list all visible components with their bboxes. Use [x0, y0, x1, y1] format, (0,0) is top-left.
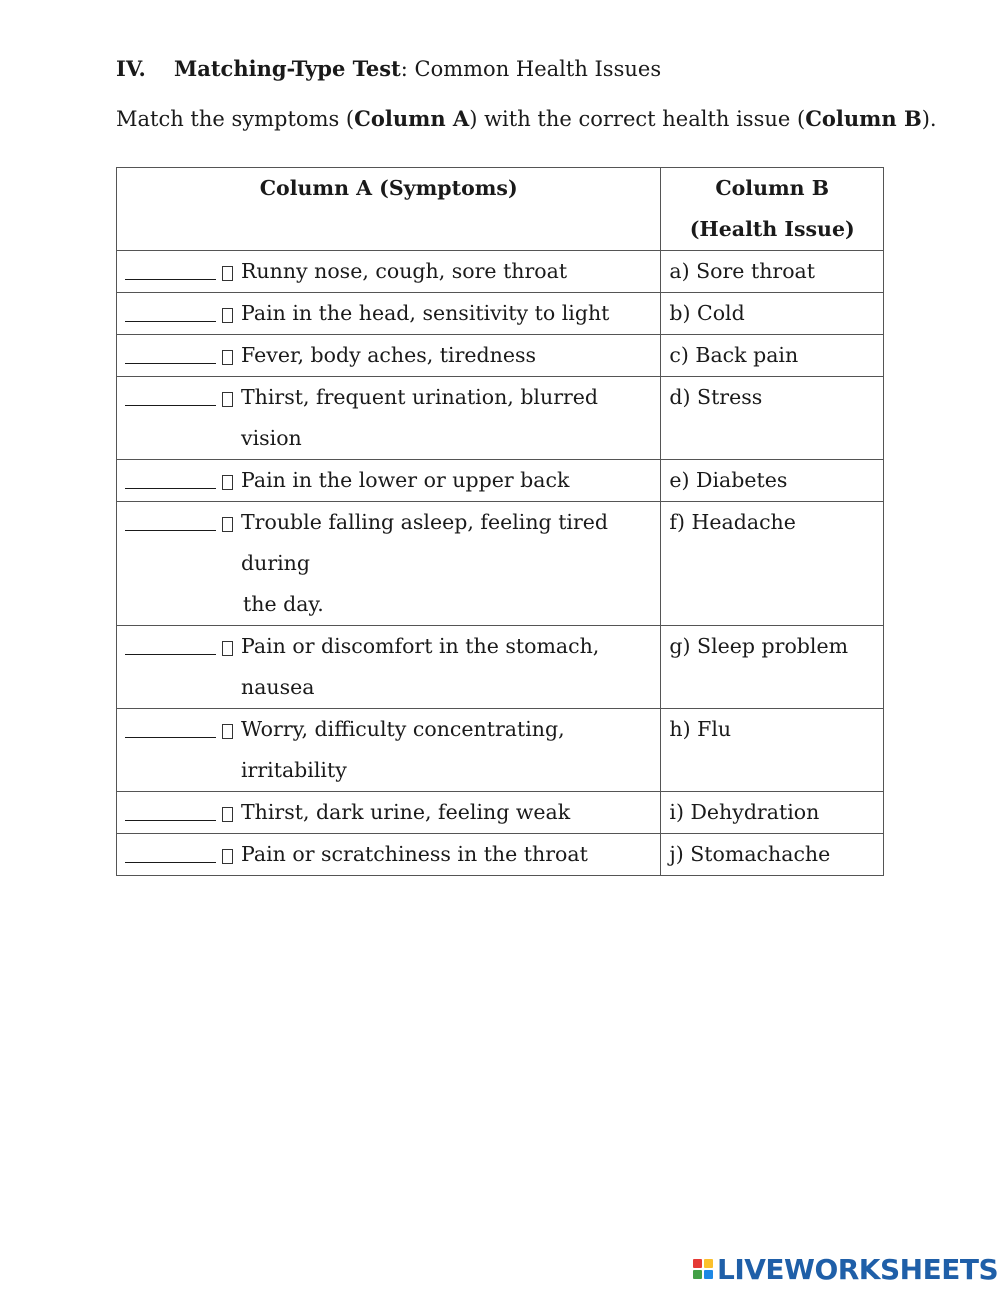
table-row — [117, 502, 884, 626]
liveworksheets-logo — [693, 1254, 998, 1284]
missing-glyph-icon — [222, 849, 233, 864]
health-issue-cell: g) Sleep problem — [661, 626, 884, 709]
table-body — [117, 251, 884, 876]
health-issue-cell: c) Back pain — [661, 335, 884, 377]
symptom-line — [125, 502, 652, 584]
logo-square — [704, 1259, 713, 1268]
symptom-cell — [117, 460, 661, 502]
missing-glyph-icon — [222, 308, 233, 323]
missing-glyph-icon — [222, 392, 233, 407]
symptom-text: Worry, difficulty concentrating, irritability — [241, 717, 565, 782]
health-issue-cell: b) Cold — [661, 293, 884, 335]
missing-glyph-icon — [222, 724, 233, 739]
health-issue-cell: a) Sore throat — [661, 251, 884, 293]
table-row — [117, 792, 884, 834]
logo-square — [693, 1270, 702, 1279]
instructions-text: ). — [921, 107, 937, 131]
symptom-line — [125, 460, 652, 501]
health-issue-cell: h) Flu — [661, 709, 884, 792]
symptom-text: Fever, body aches, tiredness — [241, 343, 537, 367]
missing-glyph-icon — [222, 350, 233, 365]
symptom-line — [125, 792, 652, 833]
health-issue-cell: j) Stomachache — [661, 834, 884, 876]
symptom-text: Pain in the lower or upper back — [241, 468, 570, 492]
table-row — [117, 626, 884, 709]
table-row — [117, 335, 884, 377]
symptom-text: Pain in the head, sensitivity to light — [241, 301, 610, 325]
symptom-cell — [117, 251, 661, 293]
instructions — [116, 106, 937, 132]
table-row — [117, 377, 884, 460]
answer-blank[interactable] — [125, 792, 216, 821]
symptom-line — [125, 834, 652, 875]
section-subtitle: : Common Health Issues — [400, 57, 662, 81]
table-row — [117, 709, 884, 792]
symptom-cell — [117, 293, 661, 335]
section-title: Matching-Type Test — [174, 56, 401, 81]
answer-blank[interactable] — [125, 251, 216, 280]
logo-square — [693, 1259, 702, 1268]
health-issue-cell: f) Headache — [661, 502, 884, 626]
symptom-text: Thirst, frequent urination, blurred vision — [241, 385, 599, 450]
section-heading — [116, 56, 661, 82]
instructions-text: Match the symptoms ( — [116, 107, 355, 131]
answer-blank[interactable] — [125, 502, 216, 531]
logo-mark-icon — [693, 1259, 713, 1279]
symptom-cell — [117, 834, 661, 876]
symptom-line — [125, 335, 652, 376]
health-issue-cell: d) Stress — [661, 377, 884, 460]
answer-blank[interactable] — [125, 377, 216, 406]
missing-glyph-icon — [222, 807, 233, 822]
symptom-cell — [117, 502, 661, 626]
health-issue-cell: e) Diabetes — [661, 460, 884, 502]
answer-blank[interactable] — [125, 709, 216, 738]
logo-square — [704, 1270, 713, 1279]
column-b-header: Column B (Health Issue) — [661, 168, 884, 251]
answer-blank[interactable] — [125, 834, 216, 863]
table-row — [117, 293, 884, 335]
symptom-text: Pain or discomfort in the stomach, nausea — [241, 634, 600, 699]
table-row — [117, 460, 884, 502]
answer-blank[interactable] — [125, 293, 216, 322]
symptom-cell — [117, 377, 661, 460]
answer-blank[interactable] — [125, 626, 216, 655]
table-row — [117, 834, 884, 876]
answer-blank[interactable] — [125, 460, 216, 489]
symptom-text: Trouble falling asleep, feeling tired during — [241, 510, 609, 575]
logo-text: LIVEWORKSHEETS — [717, 1252, 999, 1286]
missing-glyph-icon — [222, 475, 233, 490]
table-row — [117, 251, 884, 293]
symptom-line — [125, 377, 652, 459]
missing-glyph-icon — [222, 517, 233, 532]
symptom-text: Pain or scratchiness in the throat — [241, 842, 588, 866]
symptom-line — [125, 626, 652, 708]
table-header-row — [117, 168, 884, 251]
symptom-cell — [117, 335, 661, 377]
answer-blank[interactable] — [125, 335, 216, 364]
symptom-cell — [117, 626, 661, 709]
matching-table — [116, 167, 884, 876]
column-b-ref: Column B — [805, 106, 922, 131]
column-a-header: Column A (Symptoms) — [117, 168, 661, 251]
symptom-text: Thirst, dark urine, feeling weak — [241, 800, 571, 824]
symptom-line — [125, 251, 652, 292]
symptom-cell — [117, 709, 661, 792]
column-a-ref: Column A — [354, 106, 470, 131]
instructions-text: ) with the correct health issue ( — [469, 107, 806, 131]
missing-glyph-icon — [222, 641, 233, 656]
health-issue-cell: i) Dehydration — [661, 792, 884, 834]
symptom-line — [125, 709, 652, 791]
missing-glyph-icon — [222, 266, 233, 281]
section-number: IV. — [116, 56, 146, 81]
symptom-cell — [117, 792, 661, 834]
symptom-text: Runny nose, cough, sore throat — [241, 259, 568, 283]
symptom-line — [125, 293, 652, 334]
symptom-text-continued: the day. — [243, 592, 324, 616]
